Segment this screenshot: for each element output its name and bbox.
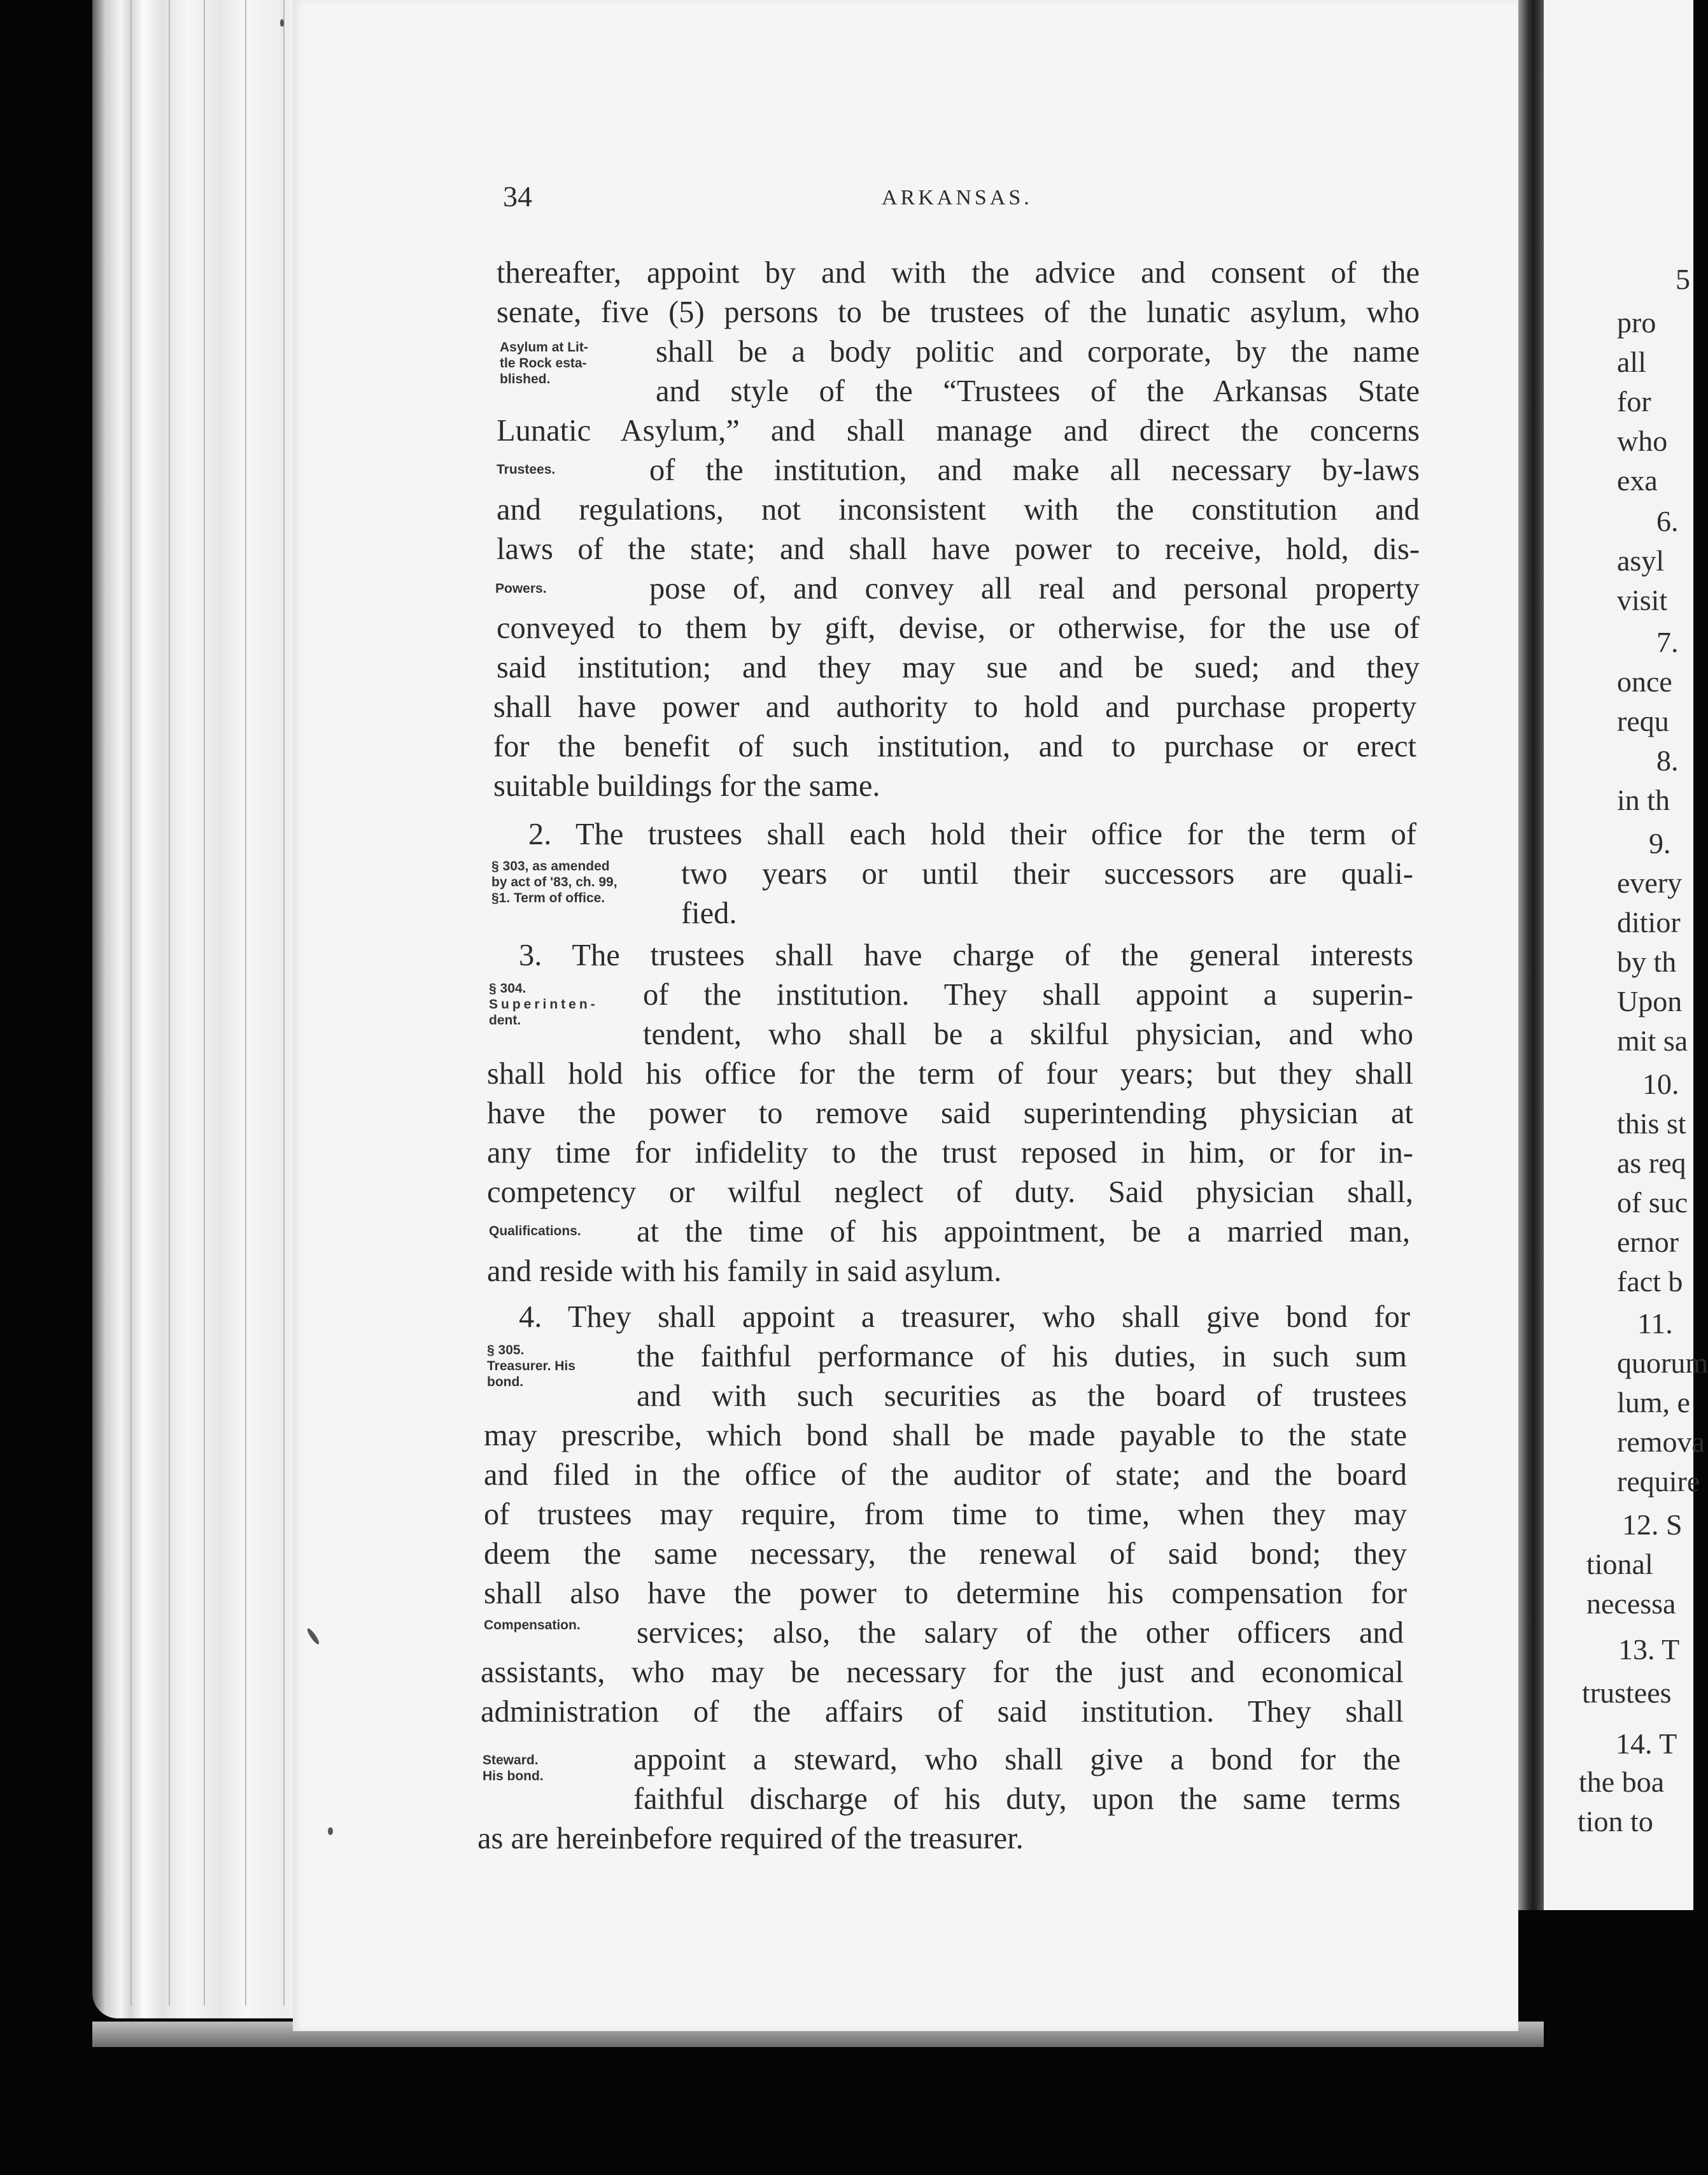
- text-line: conveyed to them by gift, devise, or otherwise, for the use of: [497, 611, 1420, 645]
- text-line: shall have power and authority to hold and purchase property: [493, 690, 1416, 724]
- text-line: Lunatic Asylum,” and shall manage and direct the concerns: [497, 414, 1420, 448]
- text-line: for the benefit of such institution, and to purchase or erect: [493, 730, 1416, 763]
- speck: [328, 1827, 333, 1835]
- text-fragment: necessa: [1586, 1587, 1676, 1620]
- text-fragment: all: [1617, 346, 1646, 378]
- text-line: assistants, who may be necessary for the just and economical: [481, 1655, 1404, 1689]
- text-fragment: Upon: [1617, 985, 1683, 1017]
- margin-note: § 305. Treasurer. His bond.: [487, 1343, 575, 1389]
- margin-note: Compensation.: [484, 1618, 581, 1633]
- text-fragment: tion to: [1577, 1805, 1653, 1838]
- text-line: the faithful performance of his duties, in such sum: [637, 1340, 1407, 1373]
- text-fragment: tional: [1586, 1548, 1653, 1580]
- text-line: faithful discharge of his duty, upon the same terms: [633, 1782, 1401, 1816]
- text-line: at the time of his appointment, be a married man,: [637, 1215, 1410, 1249]
- text-fragment: ernor: [1617, 1226, 1679, 1258]
- text-fragment: 9.: [1649, 827, 1671, 860]
- text-line: laws of the state; and shall have power to receive, hold, dis-: [497, 532, 1420, 566]
- text-line: senate, five (5) persons to be trustees of the lunatic asylum, who: [497, 295, 1420, 329]
- text-line: deem the same necessary, the renewal of said bond; they: [484, 1537, 1407, 1571]
- text-fragment: of suc: [1617, 1186, 1688, 1219]
- text-fragment: who: [1617, 425, 1668, 457]
- text-line: shall hold his office for the term of four years; but they shall: [487, 1057, 1413, 1091]
- text-line: shall also have the power to determine his compensation for: [484, 1576, 1407, 1610]
- speck: [280, 19, 284, 27]
- text-fragment: once: [1617, 665, 1672, 698]
- text-fragment: quorum: [1617, 1347, 1708, 1379]
- text-line: and reside with his family in said asylum.: [487, 1254, 1002, 1288]
- text-fragment: 12. S: [1622, 1508, 1683, 1541]
- margin-note: Qualifications.: [489, 1224, 581, 1238]
- page-number: 34: [503, 180, 532, 213]
- margin-note: Asylum at Lit- tle Rock esta- blished.: [500, 340, 588, 386]
- text-fragment: 10.: [1642, 1068, 1679, 1100]
- text-fragment: by th: [1617, 946, 1677, 978]
- text-line: of the institution. They shall appoint a superin-: [643, 978, 1413, 1012]
- text-fragment: lum, e: [1617, 1386, 1690, 1419]
- margin-note: § 304. Superinten- dent.: [489, 981, 598, 1028]
- text-fragment: 6.: [1656, 505, 1679, 537]
- text-fragment: visit: [1617, 584, 1668, 616]
- text-fragment: for: [1617, 385, 1651, 418]
- margin-note: Steward. His bond.: [483, 1753, 544, 1783]
- text-line: have the power to remove said superintending physician at: [487, 1096, 1413, 1130]
- text-fragment: the boa: [1579, 1766, 1665, 1798]
- text-line: services; also, the salary of the other officers and: [637, 1616, 1404, 1650]
- text-line: of trustees may require, from time to time, when they may: [484, 1498, 1407, 1531]
- book-page-edges: [92, 0, 306, 2018]
- text-fragment: 11.: [1637, 1307, 1673, 1340]
- text-fragment: 14. T: [1616, 1727, 1677, 1760]
- text-line: of the institution, and make all necessary by-laws: [649, 453, 1420, 487]
- text-fragment: this st: [1617, 1107, 1686, 1140]
- text-line: 3. The trustees shall have charge of the general interests: [519, 939, 1413, 972]
- text-line: two years or until their successors are quali-: [681, 857, 1413, 891]
- text-fragment: ditior: [1617, 906, 1681, 939]
- text-fragment: remova: [1617, 1426, 1705, 1458]
- text-fragment: 7.: [1656, 626, 1679, 658]
- text-line: as are hereinbefore required of the treasurer.: [477, 1822, 1024, 1855]
- text-line: said institution; and they may sue and be sued; and they: [497, 651, 1420, 684]
- text-line: competency or wilful neglect of duty. Said physician shall,: [487, 1175, 1413, 1209]
- text-line: shall be a body politic and corporate, by the name: [656, 335, 1420, 369]
- text-fragment: 5: [1676, 263, 1690, 295]
- text-line: suitable buildings for the same.: [493, 769, 880, 803]
- text-fragment: fact b: [1617, 1265, 1683, 1298]
- text-fragment: asyl: [1617, 544, 1665, 577]
- text-fragment: trustees: [1582, 1676, 1672, 1709]
- text-line: and filed in the office of the auditor of state; and the board: [484, 1458, 1407, 1492]
- text-line: 4. They shall appoint a treasurer, who shall give bond for: [519, 1300, 1410, 1334]
- book-gutter: [1518, 0, 1544, 1910]
- text-line: fied.: [681, 896, 737, 930]
- text-line: and style of the “Trustees of the Arkansas State: [656, 374, 1420, 408]
- text-line: 2. The trustees shall each hold their office for the term of: [528, 818, 1416, 851]
- text-line: and with such securities as the board of trustees: [637, 1379, 1407, 1413]
- text-line: tendent, who shall be a skilful physician, and who: [643, 1017, 1413, 1051]
- text-fragment: 8.: [1656, 744, 1679, 777]
- text-line: any time for infidelity to the trust reposed in him, or for in-: [487, 1136, 1413, 1170]
- text-fragment: every: [1617, 867, 1683, 899]
- text-fragment: pro: [1617, 306, 1656, 339]
- running-head: ARKANSAS.: [882, 186, 1033, 209]
- text-fragment: exa: [1617, 464, 1658, 497]
- text-line: administration of the affairs of said institution. They shall: [481, 1695, 1404, 1729]
- text-line: may prescribe, which bond shall be made payable to the state: [484, 1419, 1407, 1452]
- text-fragment: mit sa: [1617, 1024, 1688, 1057]
- margin-note: § 303, as amended by act of '83, ch. 99, §1. Term of office.: [491, 859, 618, 905]
- text-line: and regulations, not inconsistent with the constitution and: [497, 493, 1420, 527]
- text-fragment: 13. T: [1618, 1633, 1680, 1666]
- text-line: thereafter, appoint by and with the advice and consent of the: [497, 256, 1420, 290]
- text-fragment: require: [1617, 1465, 1700, 1498]
- margin-note: Trustees.: [497, 462, 556, 477]
- margin-note: Powers.: [495, 581, 547, 596]
- text-fragment: as req: [1617, 1147, 1686, 1179]
- text-line: appoint a steward, who shall give a bond for the: [633, 1743, 1401, 1776]
- text-fragment: in th: [1617, 784, 1670, 816]
- text-fragment: requ: [1617, 705, 1669, 737]
- text-line: pose of, and convey all real and personal property: [649, 572, 1420, 606]
